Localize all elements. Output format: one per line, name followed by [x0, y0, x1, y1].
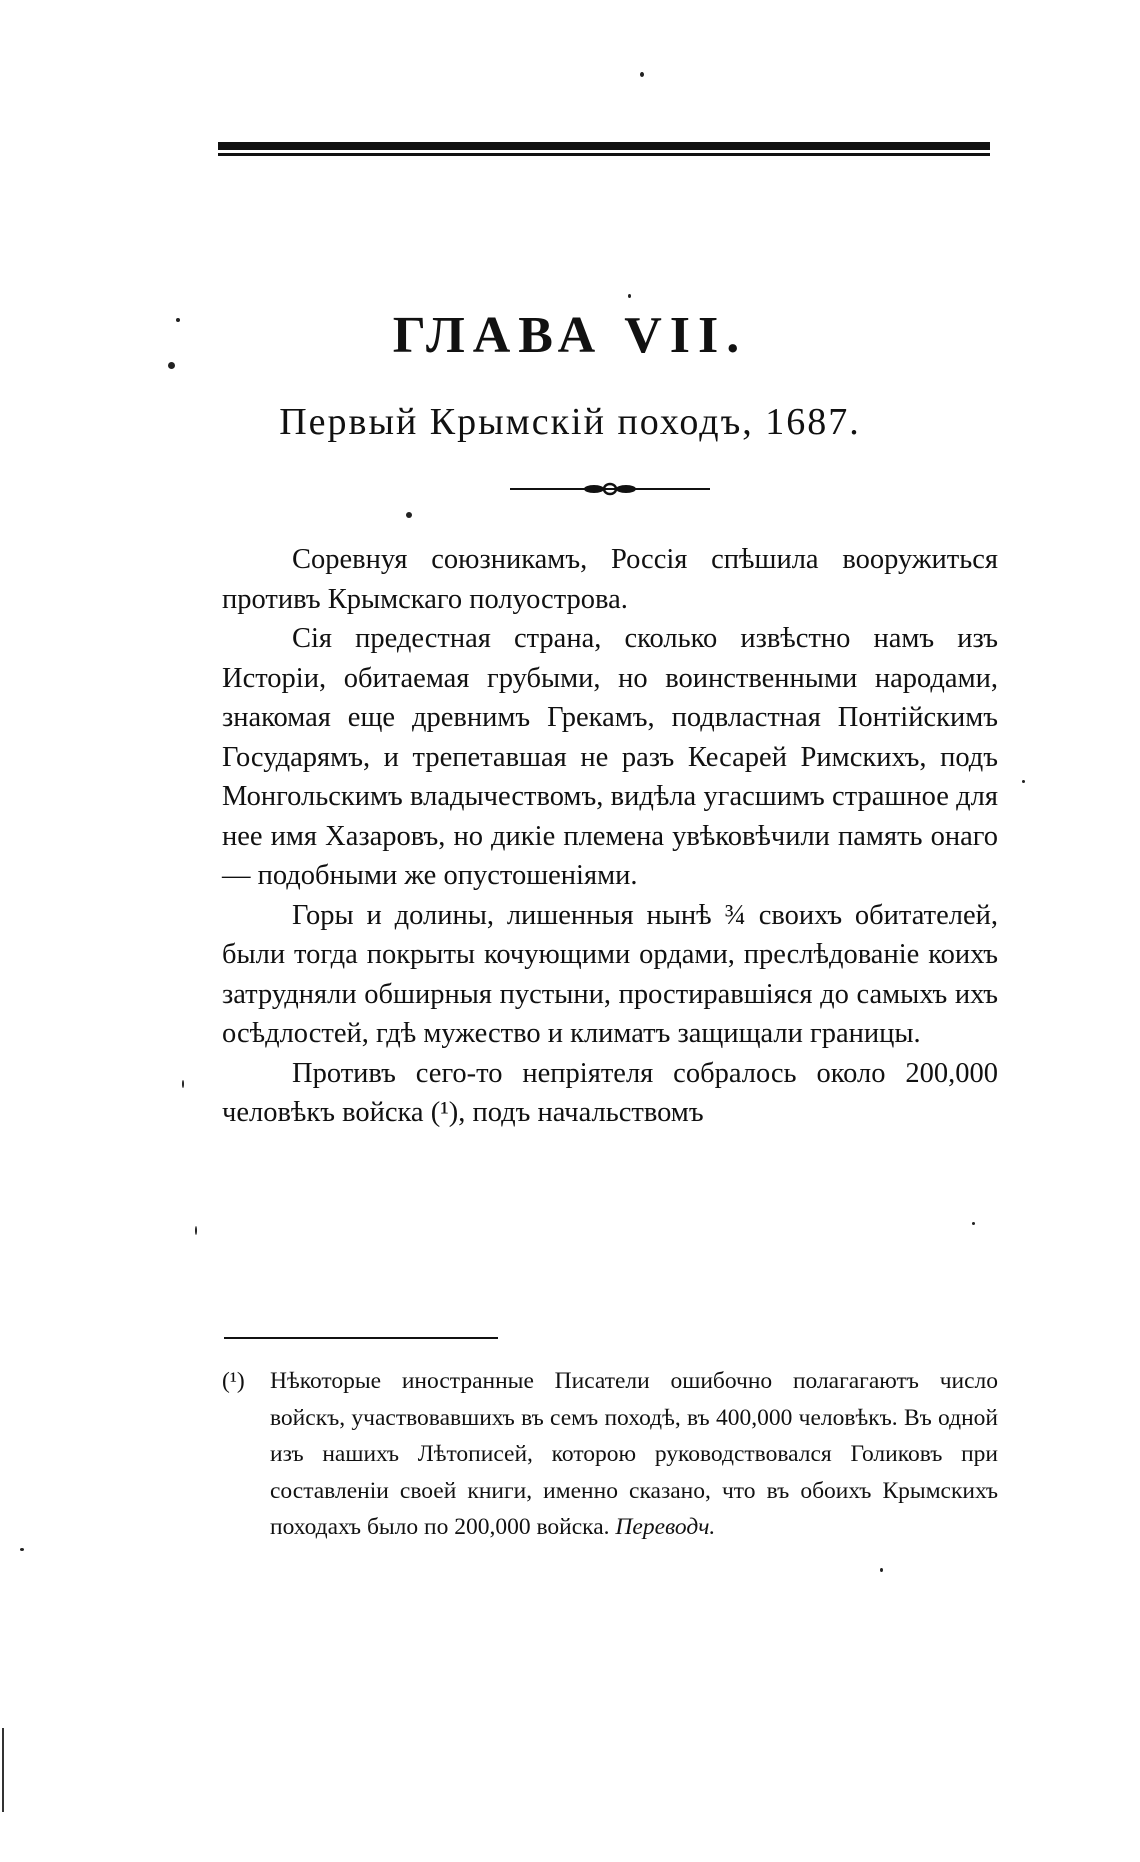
scan-edge-line [2, 1728, 4, 1812]
scan-speck [628, 294, 631, 298]
footnote [222, 1363, 998, 1546]
scan-speck [972, 1222, 975, 1225]
ornament-divider [510, 482, 710, 496]
paragraph: Соревнуя союзникамъ, Россія спѣшила вооружиться противъ Крымскаго полуострова. [222, 544, 998, 615]
scan-speck [640, 72, 644, 77]
header-double-rule [218, 142, 990, 156]
paragraph: Сія предестная страна, сколько извѣстно намъ изъ Исторіи, обитаемая грубыми, но воинственными народами, знакомая еще древнимъ Грекамъ, подвластная Понтійскимъ Государямъ, и трепетавшая не разъ Кесарей Римскихъ, подъ Монгольскимъ владычествомъ, видѣла угасшимъ страшное для нее имя Хазаровъ, но дикіе племена увѣковѣчили память онаго— подобными же опустошеніями. [222, 623, 998, 891]
footnote-body [222, 1363, 998, 1546]
scan-speck [406, 512, 412, 518]
footnote-text: Нѣкоторые иностранные Писатели ошибочно полагагаютъ число войскъ, участвовавшихъ въ семъ походѣ, въ 400,000 человѣкъ. Въ одной изъ нашихъ Лѣтописей, которою руководствовался Голиковъ при составленіи своей книги, именно сказано, что въ обоихъ Крымскихъ походахъ было по 200,000 войска. [270, 1368, 998, 1540]
footnote-signature: Переводч. [615, 1514, 716, 1540]
scan-speck [195, 1226, 197, 1235]
paragraph: Горы и долины, лишенныя нынѣ ¾ своихъ обитателей, были тогда покрыты кочующими ордами, преслѣдованіе коихъ затрудняли обширныя пустыни, простиравшіяся до самыхъ ихъ осѣдлостей, гдѣ мужество и климатъ защищали границы. [222, 899, 998, 1049]
scan-speck [168, 362, 175, 369]
footnote-marker: (¹) [222, 1368, 245, 1394]
scan-speck [176, 318, 180, 322]
scan-speck [1022, 780, 1025, 783]
chapter-body [222, 540, 998, 1133]
paragraph: Противъ сего-то непріятеля собралось около 200,000 человѣкъ войска (¹), подъ начальствомъ [222, 1057, 998, 1128]
chapter-title: ГЛАВА VII. [392, 307, 748, 364]
scan-speck [880, 1568, 883, 1572]
scan-speck [182, 1080, 184, 1088]
chapter-subtitle: Первый Крымскій походъ, 1687. [279, 401, 861, 443]
scan-speck [20, 1548, 24, 1551]
footnote-separator [224, 1337, 498, 1339]
